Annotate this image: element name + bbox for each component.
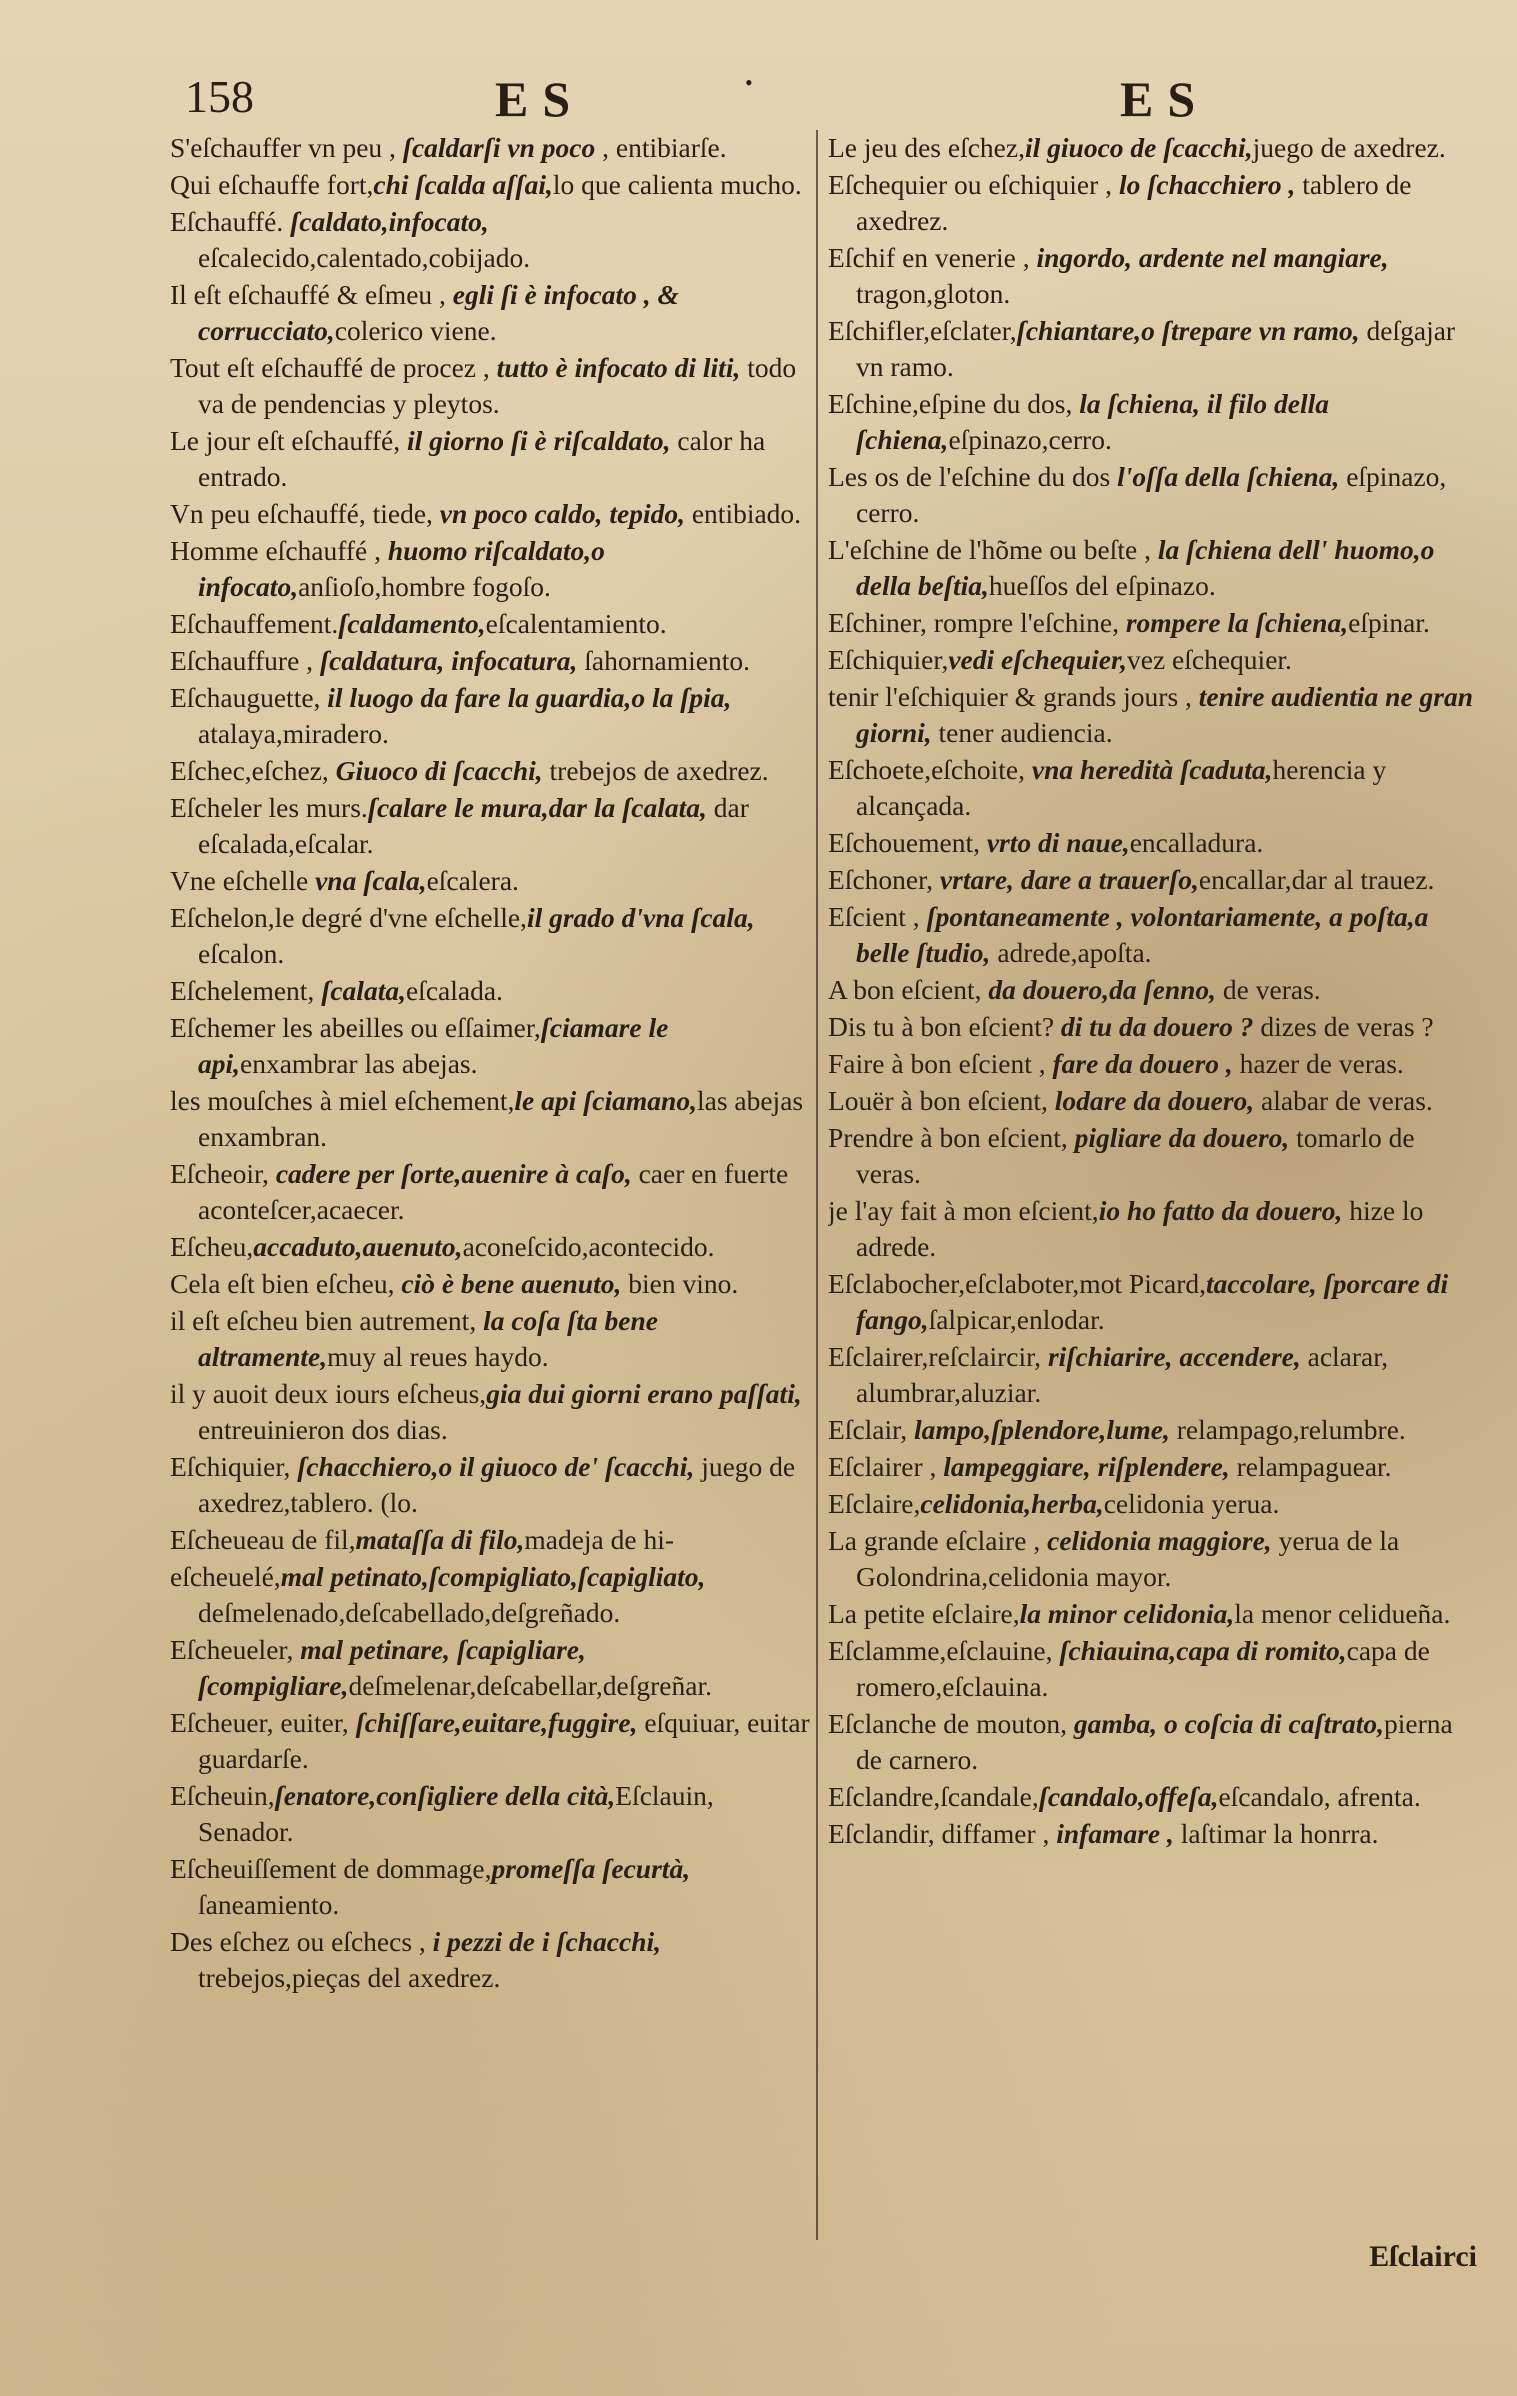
entry-spanish: hueſſos del eſpinazo. — [988, 570, 1216, 601]
dictionary-entry — [170, 900, 810, 972]
entry-italian: ſchiauina,capa di romito, — [1059, 1635, 1347, 1666]
entry-spanish: tragon,gloton. — [856, 278, 1011, 309]
entry-italian: vedi eſchequier, — [948, 644, 1128, 675]
entry-spanish: entibiado. — [684, 498, 802, 529]
catchword: Eſclairci — [1369, 2240, 1477, 2273]
entry-headword-french: Eſchouement, — [828, 827, 987, 858]
entry-spanish: deſmelenar,deſcabellar,deſgreñar. — [348, 1670, 712, 1701]
entry-italian: ſchiantare,o ſtrepare vn ramo, — [1016, 315, 1360, 346]
page-header — [0, 60, 1517, 140]
entry-spanish: lo que calienta mucho. — [552, 169, 802, 200]
entry-headword-french: A bon eſcient, — [828, 974, 989, 1005]
entry-headword-french: Cela eſt bien eſcheu, — [170, 1268, 402, 1299]
entry-italian: ſcaldatura, infocatura, — [319, 645, 578, 676]
dictionary-entry — [828, 1596, 1478, 1632]
dictionary-entry — [828, 825, 1478, 861]
dictionary-entry — [828, 642, 1478, 678]
dictionary-entry — [828, 313, 1478, 385]
dictionary-entry — [170, 496, 810, 532]
entry-spanish: calor ha entrado. — [198, 425, 766, 492]
entry-spanish: anſioſo,hombre fogoſo. — [298, 571, 551, 602]
entry-italian: ſcaldarſi vn poco — [402, 132, 596, 163]
entry-headword-french: Eſchiner, rompre l'eſchine, — [828, 607, 1126, 638]
dictionary-entry — [828, 386, 1478, 458]
entry-headword-french: Eſclaire, — [828, 1488, 921, 1519]
entry-headword-french: L'eſchine de l'hõme ou beſte , — [828, 534, 1158, 565]
entry-headword-french: Prendre à bon eſcient, — [828, 1122, 1075, 1153]
entry-headword-french: Eſcheueau de fil, — [170, 1524, 356, 1555]
entry-spanish: eſpinar. — [1348, 607, 1430, 638]
dictionary-entry — [828, 679, 1478, 751]
dictionary-entry — [170, 423, 810, 495]
entry-italian: cadere per ſorte,auenire à caſo, — [275, 1158, 632, 1189]
entry-headword-french: Eſcheler les murs. — [170, 792, 368, 823]
entry-spanish: tablero de axedrez. — [856, 169, 1412, 236]
entry-headword-french: Eſchequier ou eſchiquier , — [828, 169, 1119, 200]
entry-headword-french: Homme eſchauffé , — [170, 535, 388, 566]
entry-italian: infamare , — [1056, 1818, 1174, 1849]
entry-headword-french: Eſchauffure , — [170, 645, 320, 676]
entry-italian: ſcaldamento, — [338, 608, 486, 639]
entry-headword-french: La petite eſclaire, — [828, 1598, 1020, 1629]
entry-headword-french: Eſclairer , — [828, 1451, 944, 1482]
dictionary-entry — [170, 1632, 810, 1704]
entry-headword-french: Eſchoner, — [828, 864, 940, 895]
entry-headword-french: Eſchec,eſchez, — [170, 755, 336, 786]
entry-italian: ſcandalo,offeſa, — [1038, 1781, 1219, 1812]
entry-headword-french: Vn peu eſchauffé, tiede, — [170, 498, 440, 529]
entry-spanish: ſaneamiento. — [198, 1889, 340, 1920]
dictionary-entry — [828, 1706, 1478, 1778]
entry-headword-french: Eſchauffé. — [170, 206, 291, 237]
dictionary-entry — [828, 1449, 1478, 1485]
entry-italian: la ſchiena dell' huomo,o della beſtia, — [856, 534, 1435, 601]
entry-spanish: encalladura. — [1129, 827, 1264, 858]
entry-spanish: muy al reues haydo. — [327, 1341, 549, 1372]
entry-italian: ſciamare le api, — [198, 1012, 669, 1079]
entry-spanish: eſcandalo, afrenta. — [1218, 1781, 1421, 1812]
dictionary-entry — [170, 1559, 810, 1631]
dictionary-entry — [170, 606, 810, 642]
entry-headword-french: Eſcheu, — [170, 1231, 254, 1262]
entry-headword-french: Eſcheuer, euiter, — [170, 1707, 356, 1738]
dictionary-entry — [828, 1779, 1478, 1815]
entry-headword-french: Dis tu à bon eſcient? — [828, 1011, 1061, 1042]
entry-headword-french: Eſclandre,ſcandale, — [828, 1781, 1039, 1812]
entry-italian: egli ſi è infocato , & corrucciato, — [198, 279, 679, 346]
entry-italian: da douero,da ſenno, — [988, 974, 1217, 1005]
dictionary-entry — [828, 130, 1478, 166]
entry-spanish: trebejos de axedrez. — [542, 755, 769, 786]
dictionary-entry — [170, 277, 810, 349]
entry-headword-french: Eſchauffement. — [170, 608, 339, 639]
entry-spanish: hize lo adrede. — [856, 1195, 1424, 1262]
entry-spanish: atalaya,miradero. — [198, 718, 389, 749]
entry-headword-french: je l'ay fait à mon eſcient, — [828, 1195, 1099, 1226]
dictionary-entry — [170, 204, 810, 276]
entry-headword-french: Eſchine,eſpine du dos, — [828, 388, 1080, 419]
entry-spanish: ſalpicar,enlodar. — [928, 1304, 1105, 1335]
entry-headword-french: Eſcheuiſſement de dommage, — [170, 1853, 492, 1884]
entry-headword-french: Eſchifler,eſclater, — [828, 315, 1017, 346]
dictionary-entry — [828, 1266, 1478, 1338]
dictionary-entry — [170, 680, 810, 752]
dictionary-entry — [170, 790, 810, 862]
dictionary-entry — [170, 863, 810, 899]
dictionary-entry — [170, 1376, 810, 1448]
entry-spanish: yerua de la Golondrina,celidonia mayor. — [856, 1525, 1400, 1592]
entry-spanish: bien vino. — [621, 1268, 739, 1299]
dictionary-entry — [170, 1156, 810, 1228]
dictionary-entry — [828, 862, 1478, 898]
entry-italian: le api ſciamano, — [514, 1085, 697, 1116]
dictionary-entry — [170, 1522, 810, 1558]
dictionary-entry — [170, 753, 810, 789]
dictionary-entry — [828, 459, 1478, 531]
entry-italian: pigliare da douero, — [1074, 1122, 1290, 1153]
entry-italian: ſcalata, — [321, 975, 406, 1006]
entry-headword-french: Eſchelement, — [170, 975, 322, 1006]
entry-spanish: la menor celidueña. — [1234, 1598, 1451, 1629]
entry-italian: taccolare, ſporcare di fango, — [856, 1268, 1449, 1335]
entry-italian: gia dui giorni erano paſſati, — [486, 1378, 802, 1409]
entry-spanish: ſahornamiento. — [577, 645, 750, 676]
ornament-mark: • — [745, 70, 753, 95]
dictionary-entry — [828, 1193, 1478, 1265]
entry-spanish: dar eſcalada,eſcalar. — [198, 792, 749, 859]
entry-italian: vrto di naue, — [986, 827, 1130, 858]
entry-italian: ſcalare le mura,dar la ſcalata, — [367, 792, 707, 823]
entry-headword-french: Eſclanche de mouton, — [828, 1708, 1074, 1739]
entry-italian: chi ſcalda aſſai, — [373, 169, 553, 200]
entry-italian: mal petinare, ſcapigliare, ſcompigliare, — [198, 1634, 586, 1701]
entry-italian: io ho fatto da douero, — [1098, 1195, 1343, 1226]
entry-headword-french: S'eſchauffer vn peu , — [170, 132, 403, 163]
entry-italian: riſchiarire, accendere, — [1047, 1341, 1301, 1372]
dictionary-entry — [170, 1449, 810, 1521]
entry-italian: ſpontaneamente , volontariamente, a poſta,a belle ſtudio, — [856, 901, 1429, 968]
entry-italian: ſchacchiero,o il giuoco de' ſcacchi, — [297, 1451, 695, 1482]
entry-headword-french: Eſchemer les abeilles ou eſſaimer, — [170, 1012, 541, 1043]
entry-headword-french: il y auoit deux iours eſcheus, — [170, 1378, 487, 1409]
entry-italian: di tu da douero ? — [1060, 1011, 1254, 1042]
entry-spanish: aclarar, alumbrar,aluziar. — [856, 1341, 1389, 1408]
entry-headword-french: Eſcheueler, — [170, 1634, 301, 1665]
entry-headword-french: Eſchelon,le degré d'vne eſchelle, — [170, 902, 527, 933]
dictionary-entry — [170, 167, 810, 203]
left-column — [170, 130, 810, 2290]
entry-italian: ſcaldato,infocato, — [290, 206, 489, 237]
entry-italian: lampeggiare, riſplendere, — [943, 1451, 1230, 1482]
dictionary-entry — [828, 1523, 1478, 1595]
entry-spanish: trebejos,pieças del axedrez. — [198, 1962, 501, 1993]
entry-spanish: deſmelenado,deſcabellado,deſgreñado. — [198, 1597, 621, 1628]
dictionary-entry — [828, 1816, 1478, 1852]
dictionary-entry — [170, 1851, 810, 1923]
entry-italian: rompere la ſchiena, — [1125, 607, 1349, 638]
entry-spanish: caer en fuerte aconteſcer,acaecer. — [198, 1158, 789, 1225]
entry-spanish: encallar,dar al trauez. — [1198, 864, 1435, 895]
running-head-right: ES — [1120, 71, 1210, 127]
entry-spanish: todo va de pendencias y pleytos. — [198, 352, 797, 419]
entry-headword-french: Eſclamme,eſclauine, — [828, 1635, 1060, 1666]
entry-headword-french: Le jeu des eſchez, — [828, 132, 1025, 163]
entry-headword-french: Eſcheuin, — [170, 1780, 275, 1811]
entry-italian: la minor celidonia, — [1019, 1598, 1235, 1629]
dictionary-entry — [170, 1266, 810, 1302]
entry-italian: accaduto,auenuto, — [253, 1231, 463, 1262]
entry-spanish: pierna de carnero. — [856, 1708, 1453, 1775]
dictionary-entry — [828, 240, 1478, 312]
entry-spanish: eſcalecido,calentado,cobijado. — [198, 242, 531, 273]
entry-spanish: eſpinazo,cerro. — [948, 424, 1112, 455]
entry-italian: mal petinato,ſcompigliato,ſcapigliato, — [280, 1561, 706, 1592]
entry-spanish: eſcalon. — [198, 938, 285, 969]
dictionary-entry — [170, 350, 810, 422]
dictionary-entry — [170, 643, 810, 679]
entry-italian: il grado d'vna ſcala, — [526, 902, 755, 933]
entry-spanish: , entibiarſe. — [595, 132, 727, 163]
dictionary-entry — [170, 973, 810, 1009]
entry-spanish: alabar de veras. — [1254, 1085, 1433, 1116]
dictionary-entry — [828, 752, 1478, 824]
entry-headword-french: Eſclairer,reſclaircir, — [828, 1341, 1048, 1372]
dictionary-entry — [170, 1705, 810, 1777]
entry-italian: vna heredità ſcaduta, — [1031, 754, 1273, 785]
dictionary-entry — [828, 1083, 1478, 1119]
entry-spanish: madeja de hi- — [524, 1524, 674, 1555]
entry-spanish: de veras. — [1216, 974, 1321, 1005]
dictionary-entry — [828, 1412, 1478, 1448]
entry-headword-french: Eſclabocher,eſclaboter,mot Picard, — [828, 1268, 1207, 1299]
dictionary-entry — [170, 533, 810, 605]
dictionary-entry — [828, 1486, 1478, 1522]
entry-italian: lampo,ſplendore,lume, — [913, 1414, 1170, 1445]
dictionary-entry — [170, 130, 810, 166]
entry-italian: il giorno ſi è riſcaldato, — [406, 425, 671, 456]
entry-spanish: las abejas enxambran. — [198, 1085, 804, 1152]
entry-spanish: laſtimar la honrra. — [1173, 1818, 1379, 1849]
page-number: 158 — [185, 71, 254, 122]
entry-spanish: tomarlo de veras. — [856, 1122, 1415, 1189]
entry-headword-french: Eſclair, — [828, 1414, 914, 1445]
right-column — [828, 130, 1478, 2290]
entry-italian: la coſa ſta bene altramente, — [198, 1305, 658, 1372]
entry-italian: celidonia maggiore, — [1047, 1525, 1272, 1556]
dictionary-entry — [828, 605, 1478, 641]
entry-spanish: entreuinieron dos dias. — [198, 1414, 448, 1445]
entry-spanish: Eſclauin, Senador. — [198, 1780, 714, 1847]
dictionary-entry — [170, 1083, 810, 1155]
entry-italian: promeſſa ſecurtà, — [491, 1853, 691, 1884]
entry-spanish: hazer de veras. — [1232, 1048, 1404, 1079]
entry-italian: fare da douero , — [1052, 1048, 1233, 1079]
entry-headword-french: les mouſches à miel eſchement, — [170, 1085, 515, 1116]
entry-italian: ciò è bene auenuto, — [401, 1268, 622, 1299]
column-divider — [816, 130, 818, 2240]
entry-spanish: eſcalada. — [405, 975, 503, 1006]
dictionary-entry — [828, 1120, 1478, 1192]
entry-italian: huomo riſcaldato,o infocato, — [198, 535, 605, 602]
entry-headword-french: Eſchiquier, — [170, 1451, 298, 1482]
dictionary-entry — [828, 532, 1478, 604]
entry-spanish: vez eſchequier. — [1127, 644, 1292, 675]
entry-italian: vrtare, dare a trauerſo, — [939, 864, 1199, 895]
entry-headword-french: Qui eſchauffe fort, — [170, 169, 374, 200]
entry-spanish: relampago,relumbre. — [1169, 1414, 1406, 1445]
entry-italian: ſenatore,conſigliere della cità, — [274, 1780, 616, 1811]
entry-italian: ingordo, ardente nel mangiare, — [1036, 242, 1389, 273]
dictionary-entry — [170, 1010, 810, 1082]
entry-spanish: eſcalentamiento. — [485, 608, 667, 639]
entry-spanish: colerico viene. — [334, 315, 497, 346]
entry-spanish: enxambrar las abejas. — [240, 1048, 478, 1079]
dictionary-entry — [170, 1303, 810, 1375]
entry-italian: tenire audientia ne gran giorni, — [856, 681, 1474, 748]
dictionary-entry — [828, 899, 1478, 971]
entry-spanish: dizes de veras ? — [1253, 1011, 1434, 1042]
dictionary-entry — [828, 167, 1478, 239]
entry-spanish: relampaguear. — [1229, 1451, 1392, 1482]
dictionary-entry — [828, 972, 1478, 1008]
entry-spanish: herencia y alcançada. — [856, 754, 1387, 821]
dictionary-entry — [828, 1009, 1478, 1045]
entry-headword-french: Le jour eſt eſchauffé, — [170, 425, 407, 456]
entry-italian: l'oſſa della ſchiena, — [1117, 461, 1340, 492]
entry-italian: lodare da douero, — [1054, 1085, 1255, 1116]
entry-spanish: eſpinazo, cerro. — [856, 461, 1447, 528]
entry-headword-french: Vne eſchelle — [170, 865, 316, 896]
dictionary-entry — [170, 1924, 810, 1996]
entry-headword-french: Eſchauguette, — [170, 682, 328, 713]
entry-italian: il giuoco de ſcacchi, — [1024, 132, 1253, 163]
entry-headword-french: Eſcient , — [828, 901, 927, 932]
entry-spanish: adrede,apoſta. — [990, 937, 1152, 968]
entry-italian: lo ſchacchiero , — [1118, 169, 1296, 200]
entry-italian: vna ſcala, — [315, 865, 427, 896]
entry-headword-french: il eſt eſcheu bien autrement, — [170, 1305, 484, 1336]
entry-headword-french: Eſchoete,eſchoite, — [828, 754, 1032, 785]
dictionary-entry — [828, 1633, 1478, 1705]
dictionary-entry — [828, 1339, 1478, 1411]
dictionary-entry — [170, 1229, 810, 1265]
entry-headword-french: Louër à bon eſcient, — [828, 1085, 1055, 1116]
entry-spanish: juego de axedrez. — [1252, 132, 1446, 163]
entry-headword-french: eſcheuelé, — [170, 1561, 281, 1592]
entry-italian: Giuoco di ſcacchi, — [335, 755, 543, 786]
entry-italian: il luogo da fare la guardia,o la ſpia, — [327, 682, 732, 713]
entry-headword-french: Les os de l'eſchine du dos — [828, 461, 1118, 492]
entry-italian: i pezzi de i ſchacchi, — [432, 1926, 662, 1957]
entry-headword-french: Il eſt eſchauffé & eſmeu , — [170, 279, 453, 310]
entry-headword-french: Eſchiquier, — [828, 644, 949, 675]
entry-italian: mataſſa di filo, — [355, 1524, 525, 1555]
entry-italian: ſchiſſare,euitare,fuggire, — [355, 1707, 638, 1738]
entry-spanish: capa de romero,eſclauina. — [856, 1635, 1430, 1702]
entry-spanish: eſcalera. — [426, 865, 519, 896]
entry-italian: gamba, o coſcia di caſtrato, — [1073, 1708, 1384, 1739]
running-head-left: ES — [495, 71, 585, 127]
entry-italian: tutto è infocato di liti, — [496, 352, 741, 383]
entry-headword-french: La grande eſclaire , — [828, 1525, 1048, 1556]
entry-spanish: eſquiuar, euitar guardarſe. — [198, 1707, 810, 1774]
entry-headword-french: Faire à bon eſcient , — [828, 1048, 1053, 1079]
dictionary-entry — [828, 1046, 1478, 1082]
entry-italian: vn poco caldo, tepido, — [439, 498, 685, 529]
entry-spanish: tener audiencia. — [931, 717, 1113, 748]
entry-italian: celidonia,herba, — [920, 1488, 1104, 1519]
entry-headword-french: Des eſchez ou eſchecs , — [170, 1926, 433, 1957]
entry-spanish: aconeſcido,acontecido. — [462, 1231, 715, 1262]
dictionary-entry — [170, 1778, 810, 1850]
entry-spanish: celidonia yerua. — [1103, 1488, 1280, 1519]
entry-spanish: deſgajar vn ramo. — [856, 315, 1456, 382]
entry-headword-french: Eſchif en venerie , — [828, 242, 1037, 273]
entry-headword-french: Eſcheoir, — [170, 1158, 276, 1189]
entry-spanish: juego de axedrez,tablero. (lo. — [198, 1451, 796, 1518]
entry-headword-french: tenir l'eſchiquier & grands jours , — [828, 681, 1199, 712]
entry-italian: la ſchiena, il filo della ſchiena, — [856, 388, 1330, 455]
entry-headword-french: Eſclandir, diffamer , — [828, 1818, 1057, 1849]
entry-headword-french: Tout eſt eſchauffé de procez , — [170, 352, 497, 383]
